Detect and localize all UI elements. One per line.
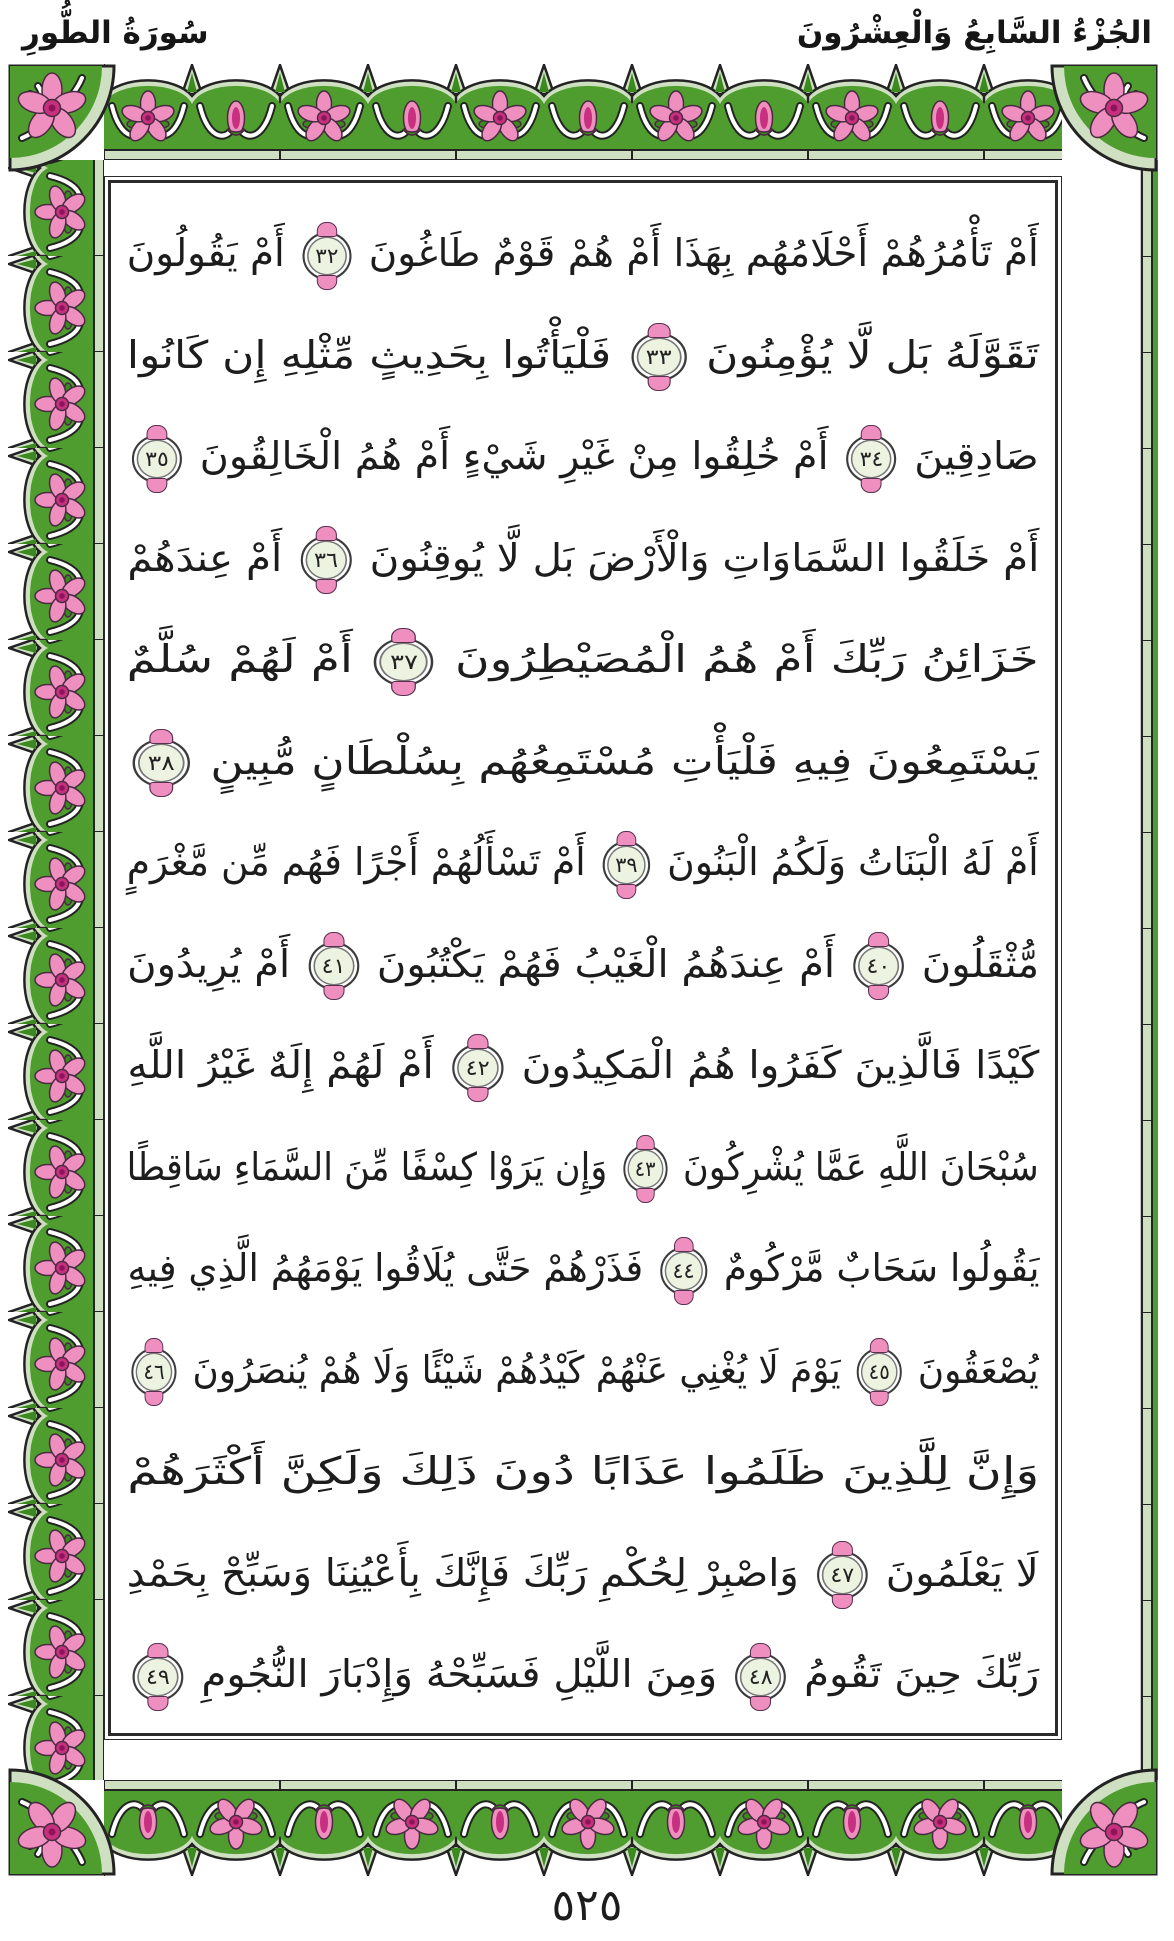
verse-number-medallion: ٣٤ (847, 435, 897, 483)
ayah-text: يَقُولُوا سَحَابٌ مَّرْكُومٌ (723, 1246, 1039, 1290)
ayah-text: يُصْعَقُونَ (918, 1347, 1039, 1392)
verse-number-medallion: ٤٢ (452, 1044, 503, 1092)
ayah-text: أَمْ تَأْمُرُهُمْ أَحْلَامُهُم بِهَذَا أَمْ هُمْ قَوْمٌ طَاغُونَ (369, 231, 1039, 275)
ayah-text: سُبْحَانَ اللَّهِ عَمَّا يُشْرِكُونَ (683, 1144, 1039, 1189)
corner-rosette-top-left (8, 64, 120, 176)
ayah-text: فَذَرْهُمْ حَتَّى يُلَاقُوا يَوْمَهُمُ الَّذِي فِيهِ (127, 1246, 643, 1290)
ornamental-frame (8, 64, 1158, 1876)
verse-number-medallion: ٣٦ (300, 536, 351, 584)
ayah-text: أَمْ تَسْأَلُهُمْ أَجْرًا فَهُم مِّن مَّغْرَمٍ (127, 840, 587, 884)
ayah-text: أَمْ لَهُمْ إِلَهٌ غَيْرُ اللَّهِ (126, 1043, 434, 1087)
verse-number-medallion: ٤٨ (735, 1653, 786, 1701)
mushaf-line (127, 1015, 1039, 1117)
verse-number-medallion: ٣٩ (603, 841, 650, 889)
mushaf-line (127, 914, 1039, 1016)
ayah-text: أَمْ خَلَقُوا السَّمَاوَاتِ وَالْأَرْضَ بَل لَّا يُوقِنُونَ (369, 535, 1039, 580)
ayah-text: تَقَوَّلَهُ بَل لَّا يُؤْمِنُونَ (706, 332, 1039, 377)
ayah-text: يَوْمَ لَا يُغْنِي عَنْهُمْ كَيْدُهُمْ شَيْئًا وَلَا هُمْ يُنصَرُونَ (192, 1347, 841, 1392)
ayah-text: لَا يَعْلَمُونَ (885, 1550, 1039, 1595)
verse-number-medallion: ٤٦ (132, 1348, 177, 1396)
verse-number-medallion: ٤٧ (817, 1551, 868, 1599)
ayah-text: أَمْ لَهُمْ سُلَّمٌ (127, 637, 354, 681)
verse-number-medallion: ٣٧ (375, 638, 435, 686)
ayah-text: كَيْدًا فَالَّذِينَ كَفَرُوا هُمُ الْمَكِيدُونَ (521, 1043, 1039, 1087)
ayah-text: أَمْ يُرِيدُونَ (127, 941, 291, 986)
corner-rosette-top-right (1046, 64, 1158, 176)
verse-number-medallion: ٤٩ (132, 1653, 183, 1701)
page-number: ٥٢٥ (551, 1880, 623, 1931)
ornamental-border-top (104, 64, 1062, 160)
ayah-text: فَلْيَأْتُوا بِحَدِيثٍ مِّثْلِهِ إِن كَانُوا (127, 332, 612, 377)
page-header (22, 4, 1152, 62)
ayah-text: أَمْ يَقُولُونَ (127, 231, 286, 275)
mushaf-line (127, 508, 1039, 610)
surah-title: سُورَةُ الطُّورِ (22, 15, 209, 51)
mushaf-line (127, 406, 1039, 508)
mushaf-line (127, 812, 1039, 914)
ayah-text: صَادِقِينَ (914, 434, 1039, 478)
verse-number-medallion: ٤٣ (623, 1145, 667, 1193)
ayah-text: وَإِن يَرَوْا كِسْفًا مِّنَ السَّمَاءِ سَاقِطًا (127, 1144, 608, 1189)
verse-number-medallion: ٤٠ (853, 942, 904, 990)
ayah-text: خَزَائِنُ رَبِّكَ أَمْ هُمُ الْمُصَيْطِرُونَ (455, 637, 1039, 681)
ornamental-border-right (1062, 160, 1158, 1780)
mushaf-line (127, 305, 1039, 407)
mushaf-line (127, 1624, 1039, 1726)
ayah-text: أَمْ لَهُ الْبَنَاتُ وَلَكُمُ الْبَنُونَ (667, 840, 1039, 884)
ayah-text: مُّثْقَلُونَ (921, 941, 1039, 986)
ornamental-border-left (8, 160, 104, 1780)
quran-text-block (111, 183, 1055, 1733)
text-frame (108, 180, 1058, 1736)
ayah-text: رَبِّكَ حِينَ تَقُومُ (803, 1652, 1039, 1696)
corner-rosette-bottom-left (8, 1764, 120, 1876)
mushaf-line (127, 1117, 1039, 1219)
verse-number-medallion: ٣٣ (631, 333, 686, 381)
mushaf-line (127, 609, 1039, 711)
ayah-text: يَسْتَمِعُونَ فِيهِ فَلْيَأْتِ مُسْتَمِعُهُم بِسُلْطَانٍ مُّبِينٍ (210, 738, 1039, 783)
corner-rosette-bottom-right (1046, 1764, 1158, 1876)
ayah-text: أَمْ عِندَهُمْ (127, 535, 282, 580)
verse-number-medallion: ٤٤ (660, 1247, 707, 1295)
mushaf-line (127, 1320, 1039, 1422)
mushaf-line (127, 1523, 1039, 1625)
ayah-text: وَمِنَ اللَّيْلِ فَسَبِّحْهُ وَإِدْبَارَ النُّجُومِ (201, 1652, 717, 1696)
mushaf-line (127, 1421, 1039, 1523)
ornamental-border-bottom (104, 1780, 1062, 1876)
verse-number-medallion: ٤٥ (857, 1348, 902, 1396)
verse-number-medallion: ٤١ (308, 942, 359, 990)
ayah-text: أَمْ خُلِقُوا مِنْ غَيْرِ شَيْءٍ أَمْ هُمُ الْخَالِقُونَ (200, 434, 829, 478)
verse-number-medallion: ٣٨ (133, 739, 190, 787)
ayah-text: وَإِنَّ لِلَّذِينَ ظَلَمُوا عَذَابًا دُونَ ذَلِكَ وَلَكِنَّ أَكْثَرَهُمْ (127, 1449, 1039, 1493)
mushaf-line (127, 1218, 1039, 1320)
ayah-text: وَاصْبِرْ لِحُكْمِ رَبِّكَ فَإِنَّكَ بِأَعْيُنِنَا وَسَبِّحْ بِحَمْدِ (127, 1550, 800, 1595)
ayah-text: أَمْ عِندَهُمُ الْغَيْبُ فَهُمْ يَكْتُبُونَ (376, 941, 835, 986)
mushaf-line (127, 711, 1039, 813)
juz-title: الجُزْءُ السَّابِعُ وَالْعِشْرُونَ (796, 15, 1152, 51)
verse-number-medallion: ٣٥ (132, 435, 182, 483)
mushaf-line (127, 203, 1039, 305)
verse-number-medallion: ٣٢ (303, 232, 352, 280)
